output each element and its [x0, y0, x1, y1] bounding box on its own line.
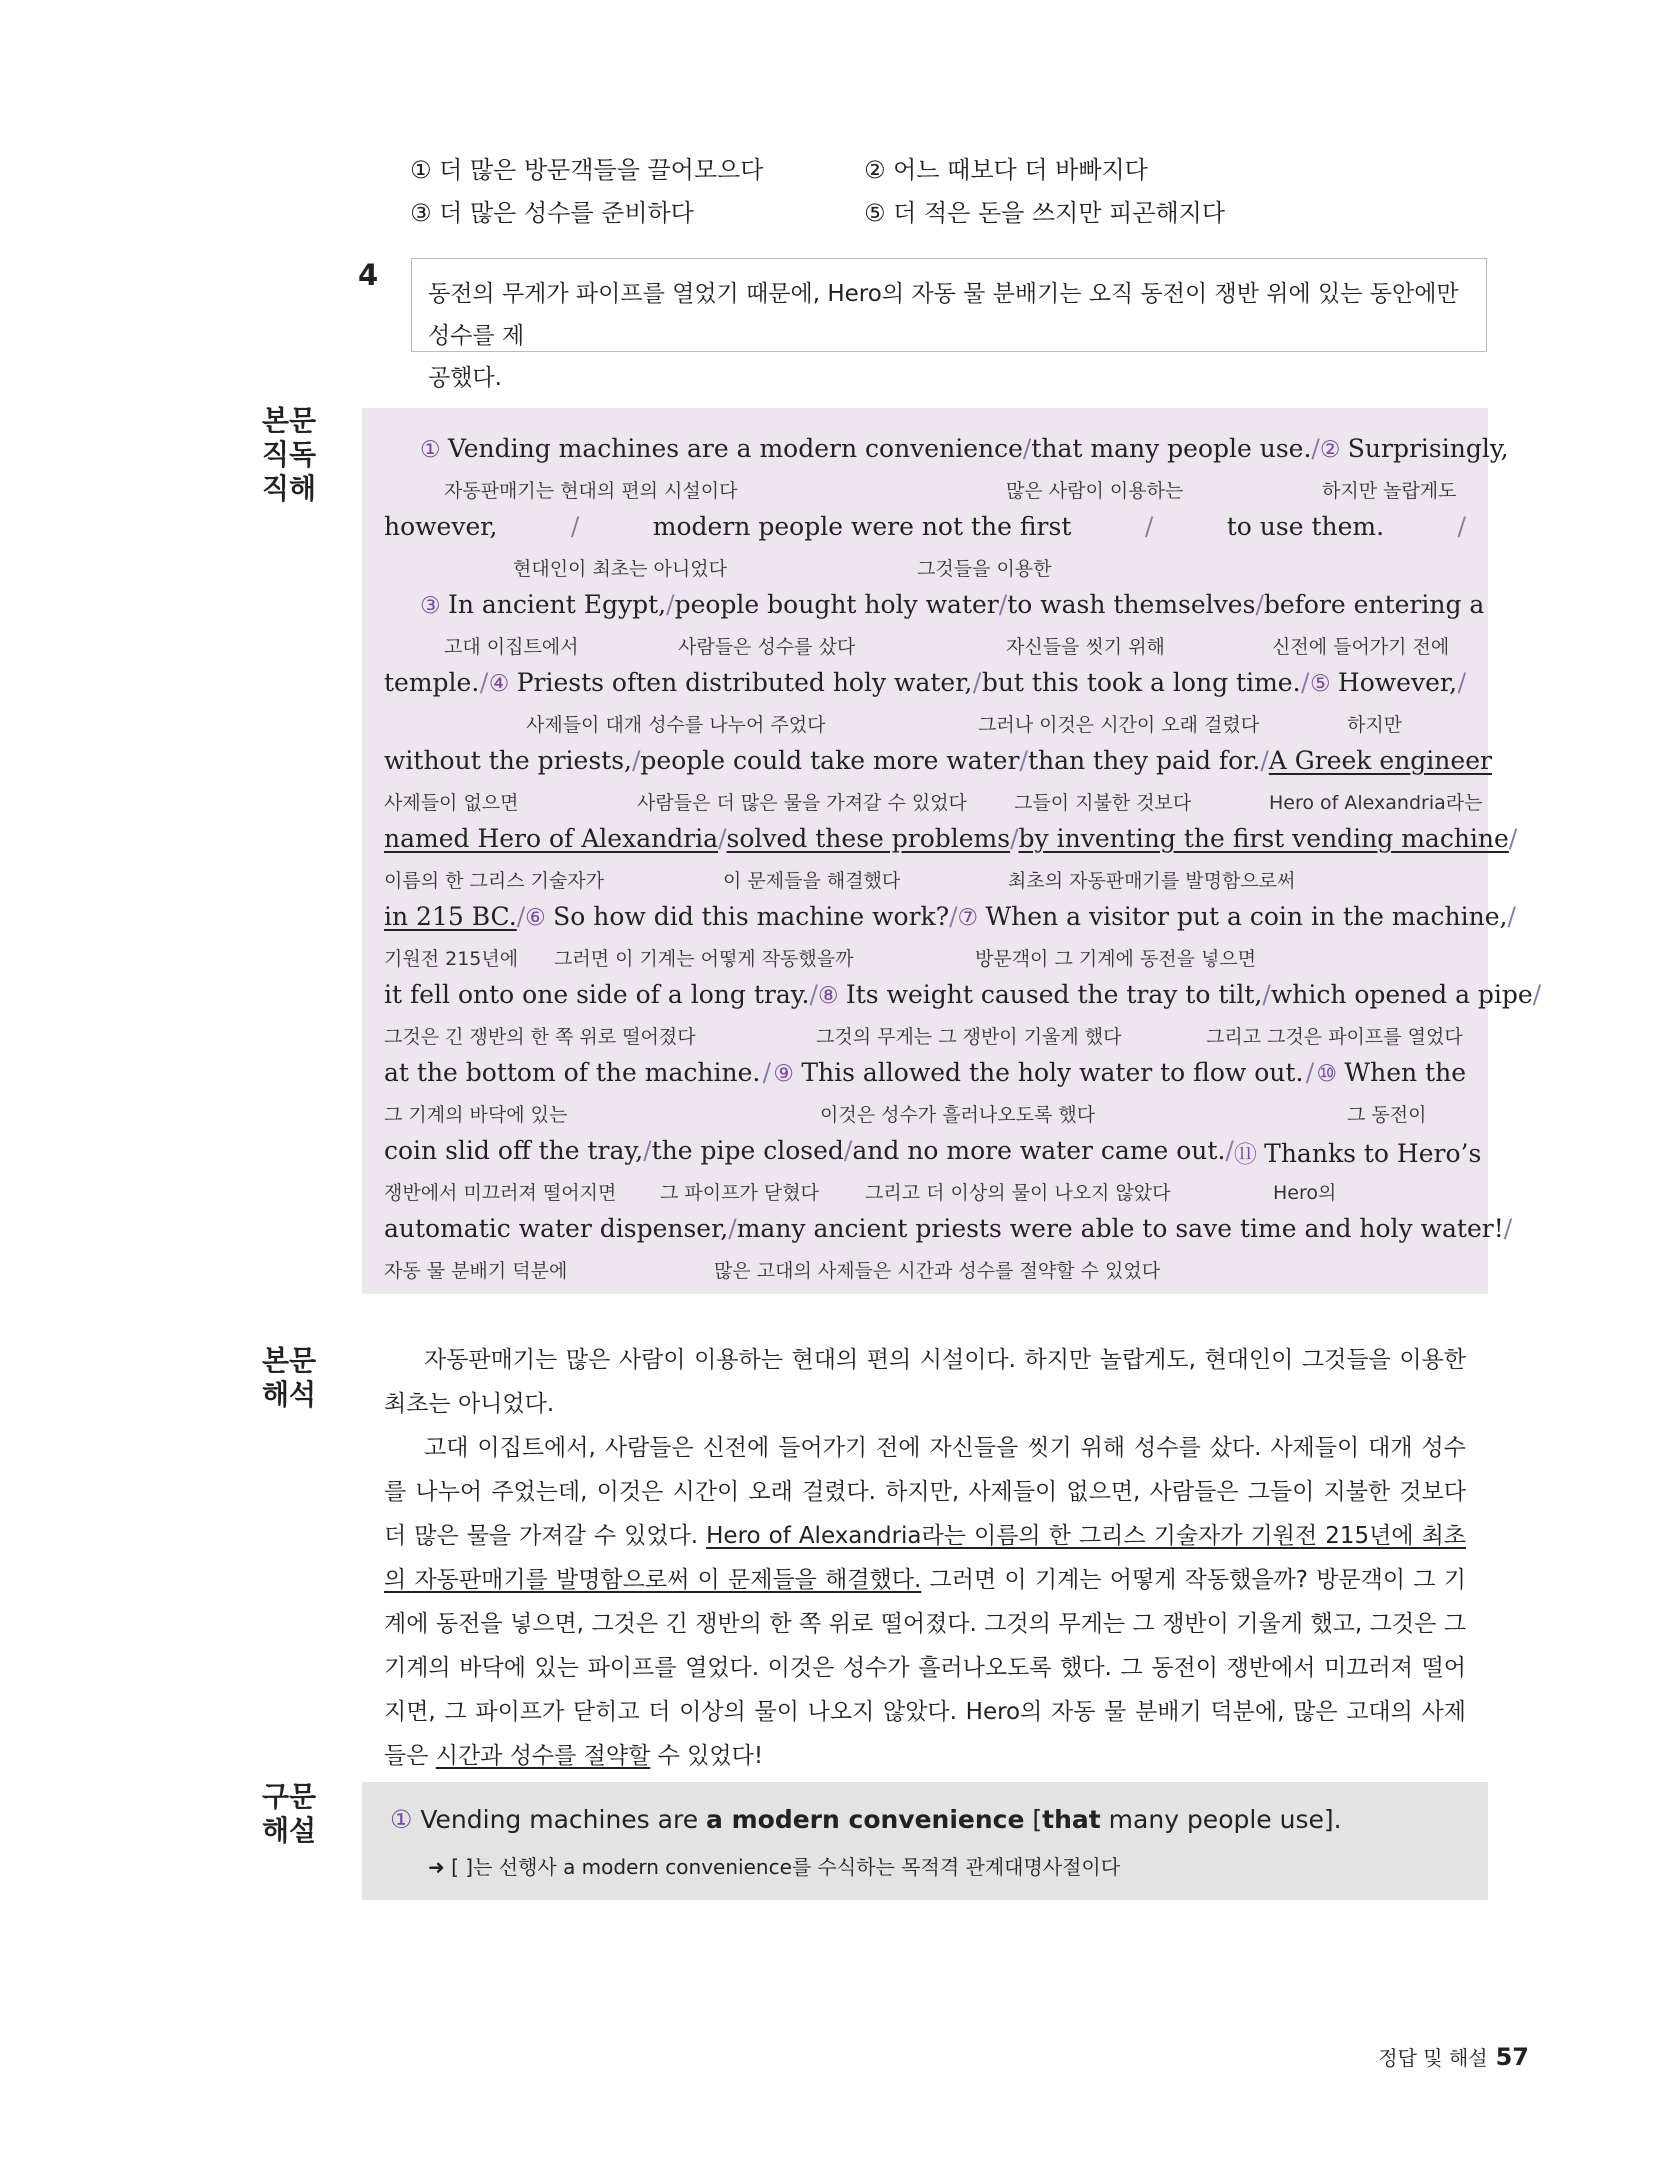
slash-separator: / — [972, 668, 982, 697]
english-chunk: ⑪ Thanks to Hero’s — [1233, 1139, 1482, 1168]
option-5: ⑤ 더 적은 돈을 쓰지만 피곤해지다 — [864, 199, 1226, 227]
english-chunks — [384, 1214, 1513, 1254]
korean-gloss: 많은 고대의 사제들은 시간과 성수를 절약할 수 있었다 — [714, 1260, 1161, 1282]
english-chunk: ⑦ When a visitor put a coin in the machine, — [957, 902, 1508, 931]
korean-gloss: 이 문제들을 해결했다 — [723, 870, 901, 892]
syntax-note: ➜ [ ]는 선행사 a modern convenience를 수식하는 목적격 관계대명사절이다 — [428, 1855, 1121, 1879]
english-chunk: by inventing the first vending machine — [1018, 824, 1509, 853]
english-chunk: but this took a long time. — [981, 668, 1301, 697]
korean-gloss: 그 기계의 바닥에 있는 — [384, 1104, 568, 1126]
slash-separator: / — [1532, 980, 1542, 1009]
slash-separator: / — [1503, 1214, 1513, 1243]
english-chunks — [384, 1058, 1466, 1098]
slash-separator: / — [1457, 512, 1466, 541]
korean-gloss: 자동 물 분배기 덕분에 — [384, 1260, 568, 1282]
translation-span: 고대 이집트에서, 사람들은 신전에 들어가기 전에 자신들을 씻기 위해 성수를 샀다. 사제들이 대개 성수를 나누어 주었는데, 이것은 시간이 오래 걸렸다. 하지만, 사제들이 없으면, 사람들은 그들이 지불한 것보다 더 많은 물을 가져갈 수 있었다. — [384, 1435, 1466, 1549]
reading-line — [384, 512, 1466, 589]
english-chunk: at the bottom of the machine. — [384, 1058, 761, 1087]
korean-gloss: 기원전 215년에 — [384, 948, 519, 970]
slash-separator: / — [1311, 434, 1320, 463]
korean-gloss: 그것의 무게는 그 쟁반이 기울게 했다 — [816, 1026, 1122, 1048]
korean-gloss: 많은 사람이 이용하는 — [1006, 480, 1184, 502]
korean-gloss: Hero의 — [1273, 1182, 1337, 1204]
reading-line — [384, 1214, 1513, 1291]
english-chunks — [384, 1136, 1482, 1176]
english-chunk: ⑤ However, — [1309, 668, 1458, 697]
translation-underline: Hero of Alexandria라는 이름의 한 그리스 기술자가 기원전 215년에 최초의 자동판매기를 발명함으로써 이 문제들을 해결했다. — [384, 1523, 1467, 1593]
option-3: ③ 더 많은 성수를 준비하다 — [410, 199, 694, 227]
slash-separator: / — [1301, 668, 1310, 697]
english-chunks — [384, 902, 1516, 942]
slash-separator: / — [1457, 668, 1466, 697]
english-chunk: many ancient priests were able to save time and holy water! — [736, 1214, 1504, 1243]
question-number: 4 — [358, 258, 379, 292]
reading-line — [384, 1136, 1482, 1213]
korean-gloss: 그리고 그것은 파이프를 열었다 — [1206, 1026, 1463, 1048]
english-chunk: ⑧ Its weight caused the tray to tilt, — [817, 980, 1263, 1009]
reading-line — [384, 434, 1509, 511]
slash-separator: / — [516, 902, 526, 931]
english-chunk: to use them. — [1226, 512, 1385, 541]
english-chunk: before entering a — [1263, 590, 1485, 619]
korean-gloss: 신전에 들어가기 전에 — [1272, 636, 1450, 658]
english-chunks — [384, 434, 1509, 474]
option-2: ② 어느 때보다 더 바빠지다 — [864, 156, 1148, 184]
english-chunk: in 215 BC. — [384, 902, 517, 931]
english-chunk: ③ In ancient Egypt, — [420, 590, 667, 619]
label-translation — [262, 1344, 322, 1412]
slash-separator: / — [1144, 512, 1154, 541]
english-chunks — [384, 746, 1492, 786]
korean-gloss: 고대 이집트에서 — [444, 636, 579, 658]
slash-separator: / — [1508, 824, 1518, 853]
korean-gloss: 이름의 한 그리스 기술자가 — [384, 870, 605, 892]
english-chunk: A Greek engineer — [1268, 746, 1492, 775]
korean-gloss: 방문객이 그 기계에 동전을 넣으면 — [975, 948, 1257, 970]
syntax-box — [362, 1782, 1488, 1900]
label-direct-reading-text: 본문 직독 직해 — [262, 404, 317, 505]
korean-gloss: 그러면 이 기계는 어떻게 작동했을까 — [554, 948, 854, 970]
english-chunk: than they paid for. — [1027, 746, 1261, 775]
answer-line-2: 공했다. — [428, 365, 502, 391]
korean-gloss: 하지만 놀랍게도 — [1322, 480, 1457, 502]
reading-line — [384, 902, 1516, 979]
slash-separator: / — [1262, 980, 1271, 1009]
syntax-bold: a modern convenience — [706, 1805, 1025, 1834]
english-chunks — [384, 824, 1518, 864]
slash-separator: / — [1225, 1136, 1234, 1165]
korean-gloss: 그것들을 이용한 — [917, 558, 1052, 580]
page-number: 57 — [1495, 2043, 1529, 2071]
english-chunks — [384, 668, 1466, 708]
reading-line — [384, 980, 1542, 1057]
english-chunk: named Hero of Alexandria — [384, 824, 719, 853]
english-chunk: it fell onto one side of a long tray. — [384, 980, 810, 1009]
syntax-sentence — [390, 1805, 1342, 1834]
slash-separator: / — [1260, 746, 1269, 775]
korean-gloss: 사람들은 더 많은 물을 가져갈 수 있었다 — [637, 792, 967, 814]
english-chunk: which opened a pipe — [1270, 980, 1533, 1009]
english-chunk: without the priests, — [384, 746, 632, 775]
english-chunk: to wash themselves — [1007, 590, 1256, 619]
slash-separator: / — [949, 902, 958, 931]
slash-separator: / — [1022, 434, 1032, 463]
english-chunk: ⑨ This allowed the holy water to flow out. — [773, 1058, 1304, 1087]
slash-separator: / — [1019, 746, 1028, 775]
english-chunk: automatic water dispenser, — [384, 1214, 729, 1243]
english-chunk: people bought holy water — [674, 590, 999, 619]
syntax-text: Vending machines are — [420, 1805, 707, 1834]
english-chunk: coin slid off the tray, — [384, 1136, 644, 1165]
answer-box — [411, 258, 1487, 391]
korean-gloss: 사람들은 성수를 샀다 — [678, 636, 856, 658]
label-translation-text: 본문 해석 — [262, 1344, 317, 1411]
english-chunks — [384, 512, 1466, 552]
footer-label: 정답 및 해설 — [1378, 2046, 1488, 2070]
slash-separator: / — [666, 590, 675, 619]
slash-separator: / — [1305, 1058, 1315, 1087]
korean-gloss: 쟁반에서 미끄러져 떨어지면 — [384, 1182, 617, 1204]
slash-separator: / — [479, 668, 489, 697]
translation-text — [384, 1338, 1466, 1778]
reading-line — [384, 824, 1518, 901]
slash-separator: / — [631, 746, 641, 775]
korean-gloss: 사제들이 없으면 — [384, 792, 519, 814]
slash-separator: / — [809, 980, 818, 1009]
english-chunk: people could take more water — [640, 746, 1020, 775]
english-chunks — [384, 980, 1542, 1020]
translation-paragraph-1: 자동판매기는 많은 사람이 이용하는 현대의 편의 시설이다. 하지만 놀랍게도, 현대인이 그것들을 이용한 최초는 아니었다. — [384, 1347, 1466, 1417]
slash-separator: / — [762, 1058, 772, 1087]
korean-gloss: 사제들이 대개 성수를 나누어 주었다 — [526, 714, 826, 736]
english-chunk: temple. — [384, 668, 480, 697]
translation-span: 그러면 이 기계는 어떻게 작동했을까? 방문객이 그 기계에 동전을 넣으면, 그것은 긴 쟁반의 한 쪽 위로 떨어졌다. 그것의 무게는 그 쟁반이 기울게 했고, 그것은 그 기계의 바닥에 있는 파이프를 열었다. 이것은 성수가 흘러나오도록 했다. 그 동전이 쟁반에서 미끄러져 떨어지면, 그 파이프가 닫히고 더 이상의 물이 나오지 않았다. Hero의 자동 물 분배기 덕분에, 많은 고대의 사제들은 — [384, 1567, 1466, 1769]
korean-gloss: 그것은 긴 쟁반의 한 쪽 위로 떨어졌다 — [384, 1026, 696, 1048]
slash-separator: / — [1507, 902, 1516, 931]
slash-separator: / — [843, 1136, 853, 1165]
translation-span: 수 있었다! — [650, 1743, 764, 1769]
english-chunk: ② Surprisingly, — [1319, 434, 1509, 463]
english-chunk: solved these problems — [726, 824, 1011, 853]
page-footer — [1378, 2042, 1529, 2071]
label-syntax — [262, 1780, 322, 1848]
english-chunk: ④ Priests often distributed holy water, — [488, 668, 973, 697]
syntax-text: [ — [1024, 1805, 1043, 1834]
reading-line — [384, 1058, 1466, 1135]
slash-separator: / — [1010, 824, 1019, 853]
korean-gloss: 그 동전이 — [1347, 1104, 1427, 1126]
korean-gloss: 이것은 성수가 흘러나오도록 했다 — [820, 1104, 1096, 1126]
english-chunk: modern people were not the first — [652, 512, 1072, 541]
syntax-number: ① — [390, 1805, 413, 1834]
english-chunk: ⑥ So how did this machine work? — [525, 902, 950, 931]
english-chunk: and no more water came out. — [852, 1136, 1226, 1165]
english-chunk: that many people use. — [1031, 434, 1312, 463]
korean-gloss: 자동판매기는 현대의 편의 시설이다 — [444, 480, 738, 502]
korean-gloss: 최초의 자동판매기를 발명함으로써 — [1008, 870, 1296, 892]
reading-line — [384, 590, 1485, 667]
english-chunk: however, — [384, 512, 498, 541]
slash-separator: / — [570, 512, 580, 541]
slash-separator: / — [718, 824, 727, 853]
english-chunk: the pipe closed — [651, 1136, 844, 1165]
korean-gloss: 그러나 이것은 시간이 오래 걸렸다 — [978, 714, 1260, 736]
korean-gloss: Hero of Alexandria라는 — [1269, 792, 1483, 814]
syntax-bold: that — [1042, 1805, 1101, 1834]
reading-line — [384, 746, 1492, 823]
translation-underline: 시간과 성수를 절약할 — [435, 1743, 651, 1769]
english-chunk: ① Vending machines are a modern convenience — [420, 434, 1023, 463]
slash-separator: / — [1255, 590, 1264, 619]
korean-gloss: 자신들을 씻기 위해 — [1006, 636, 1165, 658]
answer-line-1: 동전의 무게가 파이프를 열었기 때문에, Hero의 자동 물 분배기는 오직 동전이 쟁반 위에 있는 동안에만 성수를 제 — [428, 281, 1459, 349]
translation-paragraph-2 — [384, 1426, 1466, 1778]
korean-gloss: 그리고 더 이상의 물이 나오지 않았다 — [865, 1182, 1171, 1204]
slash-separator: / — [643, 1136, 652, 1165]
reading-line — [384, 668, 1466, 745]
korean-gloss: 그 파이프가 닫혔다 — [660, 1182, 819, 1204]
label-direct-reading — [262, 404, 322, 506]
syntax-text: many people use]. — [1100, 1805, 1342, 1834]
korean-gloss: 현대인이 최초는 아니었다 — [513, 558, 727, 580]
korean-gloss: 하지만 — [1347, 714, 1403, 736]
korean-gloss: 그들이 지불한 것보다 — [1014, 792, 1192, 814]
slash-separator: / — [728, 1214, 737, 1243]
option-1: ① 더 많은 방문객들을 끌어모으다 — [410, 156, 764, 184]
english-chunks — [384, 590, 1485, 630]
slash-separator: / — [998, 590, 1008, 619]
english-chunk: ⑩ When the — [1316, 1058, 1466, 1087]
label-syntax-text: 구문 해설 — [262, 1780, 317, 1847]
